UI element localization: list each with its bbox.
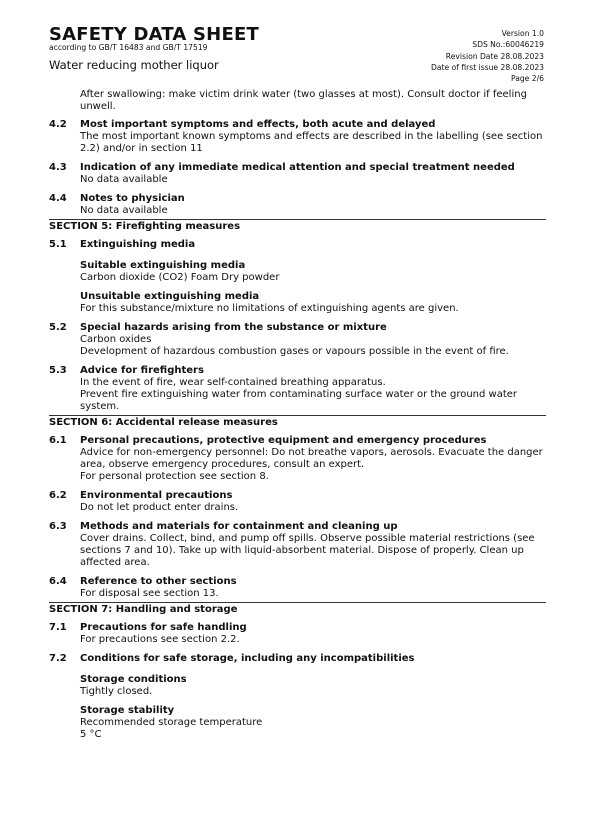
- document-title: SAFETY DATA SHEET: [49, 24, 259, 45]
- subsection-title: Indication of any immediate medical attention and special treatment needed: [80, 162, 515, 173]
- subsection-5-1: [49, 239, 546, 315]
- subsection-title: Methods and materials for containment and cleaning up: [80, 521, 398, 532]
- product-name: Water reducing mother liquor: [49, 58, 219, 72]
- subsection-text: No data available: [80, 174, 168, 185]
- subsection-title: Extinguishing media: [80, 239, 196, 250]
- subsection-text: For personal protection see section 8.: [80, 471, 269, 482]
- subsection-title: Reference to other sections: [80, 576, 237, 587]
- section-5-heading: SECTION 5: Firefighting measures: [49, 219, 546, 233]
- section-6-heading: SECTION 6: Accidental release measures: [49, 415, 546, 429]
- subsection-title: Notes to physician: [80, 193, 185, 204]
- subsection-title: Most important symptoms and effects, both acute and delayed: [80, 119, 436, 130]
- subsection-title: Personal precautions, protective equipment and emergency procedures: [80, 435, 487, 446]
- subsection-7-2: [49, 653, 546, 741]
- suitable-media-text: Carbon dioxide (CO2) Foam Dry powder: [80, 272, 280, 283]
- subsection-title: Conditions for safe storage, including any incompatibilities: [80, 653, 415, 664]
- page-number: Page 2/6: [510, 74, 544, 84]
- subsection-number: 5.1: [49, 239, 67, 250]
- storage-stability-title: Storage stability: [80, 705, 175, 716]
- subsection-text: No data available: [80, 205, 168, 216]
- subsection-6-4: [49, 576, 546, 600]
- document-meta: [431, 28, 544, 84]
- section-7-heading: SECTION 7: Handling and storage: [49, 602, 546, 616]
- subsection-text: Advice for non-emergency personnel: Do not breathe vapors, aerosols. Evacuate the danger area, observe emergency procedures, consult an expert.: [80, 447, 543, 470]
- subsection-text: Prevent fire extinguishing water from contaminating surface water or the ground water system.: [80, 389, 518, 412]
- subsection-4-3: [49, 162, 546, 186]
- suitable-media-title: Suitable extinguishing media: [80, 260, 246, 271]
- subsection-title: Special hazards arising from the substance or mixture: [80, 322, 387, 333]
- subsection-6-1: [49, 435, 546, 483]
- revision-date: Revision Date 28.08.2023: [445, 51, 544, 61]
- subsection-4-4: [49, 193, 546, 217]
- document-body: [49, 89, 546, 748]
- subsection-5-2: [49, 322, 546, 358]
- subsection-number: 6.3: [49, 521, 67, 532]
- version-label: Version 1.0: [501, 29, 544, 38]
- subsection-text: Cover drains. Collect, bind, and pump off spills. Observe possible material restrictions (see sections 7 and 10). Take up with liquid-absorbent material. Dispose of properly. Clean up affected area.: [80, 533, 535, 568]
- subsection-title: Advice for firefighters: [80, 365, 204, 376]
- subsection-number: 4.4: [49, 193, 67, 204]
- storage-temperature-value: 5 °C: [80, 729, 102, 740]
- unsuitable-media-text: For this substance/mixture no limitations of extinguishing agents are given.: [80, 303, 459, 314]
- subsection-text: Development of hazardous combustion gases or vapours possible in the event of fire.: [80, 346, 509, 357]
- subsection-number: 7.1: [49, 622, 67, 633]
- subsection-text: For precautions see section 2.2.: [80, 634, 240, 645]
- regulation-reference: according to GB/T 16483 and GB/T 17519: [49, 43, 208, 52]
- subsection-number: 4.3: [49, 162, 67, 173]
- subsection-number: 6.1: [49, 435, 67, 446]
- subsection-number: 6.4: [49, 576, 67, 587]
- first-issue-date: Date of first issue 28.08.2023: [431, 62, 544, 72]
- subsection-text: Do not let product enter drains.: [80, 502, 239, 513]
- storage-stability-text: Recommended storage temperature: [80, 717, 263, 728]
- storage-conditions-text: Tightly closed.: [80, 686, 153, 697]
- first-aid-swallowing-text: After swallowing: make victim drink water (two glasses at most). Consult doctor if feeling unwell.: [80, 89, 527, 112]
- subsection-title: Precautions for safe handling: [80, 622, 247, 633]
- subsection-7-1: [49, 622, 546, 646]
- storage-conditions-title: Storage conditions: [80, 674, 187, 685]
- subsection-text: Carbon oxides: [80, 334, 152, 345]
- subsection-6-3: [49, 521, 546, 569]
- subsection-4-2: [49, 119, 546, 155]
- subsection-5-3: [49, 365, 546, 413]
- subsection-number: 5.3: [49, 365, 67, 376]
- subsection-6-2: [49, 490, 546, 514]
- subsection-number: 7.2: [49, 653, 67, 664]
- subsection-number: 6.2: [49, 490, 67, 501]
- subsection-text: The most important known symptoms and effects are described in the labelling (see section 2.2) and/or in section 11: [80, 131, 543, 154]
- subsection-number: 5.2: [49, 322, 67, 333]
- sds-number: SDS No.:60046219: [472, 40, 544, 50]
- unsuitable-media-title: Unsuitable extinguishing media: [80, 291, 260, 302]
- subsection-title: Environmental precautions: [80, 490, 233, 501]
- subsection-text: For disposal see section 13.: [80, 588, 219, 599]
- subsection-text: In the event of fire, wear self-contained breathing apparatus.: [80, 377, 386, 388]
- subsection-number: 4.2: [49, 119, 67, 130]
